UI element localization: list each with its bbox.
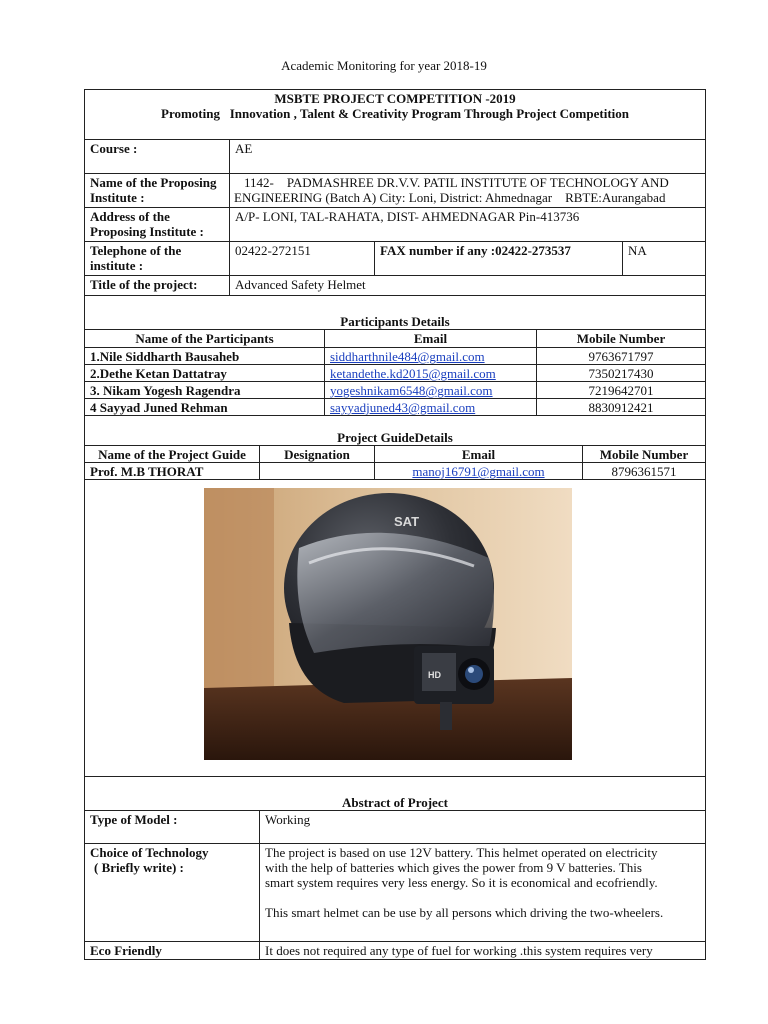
type-model-value: Working — [265, 812, 311, 827]
eco-friendly-label: Eco Friendly — [85, 942, 260, 959]
participant-name: 2.Dethe Ketan Dattatray — [85, 365, 325, 381]
table-row — [85, 463, 705, 480]
technology-label — [85, 844, 260, 941]
telephone-label: Telephone of the institute : — [85, 242, 230, 275]
table-row — [85, 365, 705, 382]
guide-header-row — [85, 446, 705, 463]
address-row — [85, 208, 705, 242]
institute-line2: ENGINEERING (Batch A) City: Loni, District: Ahmednagar RBTE:Aurangabad — [234, 190, 666, 205]
technology-label-line2: ( Briefly write) : — [94, 860, 184, 875]
institute-label: Name of the Proposing Institute : — [85, 174, 230, 207]
fax-value: NA — [628, 243, 647, 258]
participant-mobile: 8830912421 — [588, 400, 654, 415]
technology-label-line1: Choice of Technology — [90, 845, 209, 860]
guide-designation — [260, 463, 375, 479]
participant-name: 3. Nikam Yogesh Ragendra — [85, 382, 325, 398]
participant-email-link[interactable]: siddharthnile484@gmail.com — [325, 348, 537, 364]
abstract-heading: Abstract of Project — [85, 777, 705, 811]
participant-email-link[interactable]: sayyadjuned43@gmail.com — [325, 399, 537, 415]
guide-col-email: Email — [375, 446, 583, 462]
institute-line1: 1142- PADMASHREE DR.V.V. PATIL INSTITUTE OF TECHNOLOGY AND — [244, 175, 669, 190]
participant-mobile: 9763671797 — [588, 349, 654, 364]
participant-mobile: 7350217430 — [588, 366, 654, 381]
technology-row — [85, 844, 705, 942]
competition-header — [85, 90, 705, 139]
competition-header-row — [85, 90, 705, 140]
participants-heading: Participants Details — [85, 296, 705, 330]
project-title-value: Advanced Safety Helmet — [235, 277, 366, 292]
table-row — [85, 348, 705, 365]
address-label: Address of the Proposing Institute : — [85, 208, 230, 241]
guide-col-name: Name of the Project Guide — [85, 446, 260, 462]
project-form — [84, 89, 706, 960]
fax-label: FAX number if any :02422-273537 — [375, 242, 623, 275]
helmet-photo — [204, 488, 572, 760]
institute-value — [230, 174, 705, 207]
institute-row — [85, 174, 705, 208]
page-header: Academic Monitoring for year 2018-19 — [281, 58, 487, 73]
type-model-label: Type of Model : — [85, 811, 260, 843]
technology-text-line2: with the help of batteries which gives the power from 9 V batteries. This — [265, 860, 642, 875]
address-value: A/P- LONI, TAL-RAHATA, DIST- AHMEDNAGAR Pin-413736 — [235, 209, 580, 224]
guide-col-designation: Designation — [260, 446, 375, 462]
helmet-brand-text: SAT — [394, 514, 420, 529]
project-title-label: Title of the project: — [85, 276, 230, 295]
participants-col-name: Name of the Participants — [85, 330, 325, 347]
participants-header-row — [85, 330, 705, 348]
course-value: AE — [235, 141, 253, 156]
camera-badge-text: HD — [428, 670, 441, 680]
type-model-row — [85, 811, 705, 844]
participant-mobile: 7219642701 — [588, 383, 654, 398]
eco-friendly-value: It does not required any type of fuel for working .this system requires very — [265, 943, 653, 958]
participant-name: 1.Nile Siddharth Bausaheb — [85, 348, 325, 364]
telephone-row — [85, 242, 705, 276]
technology-text-line3: smart system requires very less energy. So it is economical and ecofriendly. — [265, 875, 658, 890]
competition-title: MSBTE PROJECT COMPETITION -2019 — [274, 91, 516, 106]
course-row — [85, 140, 705, 174]
eco-friendly-row — [85, 942, 705, 959]
course-label: Course : — [85, 140, 230, 173]
participants-col-email: Email — [325, 330, 537, 347]
technology-text-line1: The project is based on use 12V battery. This helmet operated on electricity — [265, 845, 658, 860]
photo-row — [85, 480, 705, 777]
competition-subtitle: Promoting Innovation , Talent & Creativity Program Through Project Competition — [161, 106, 629, 121]
guide-heading: Project GuideDetails — [85, 416, 705, 446]
telephone-value: 02422-272151 — [230, 242, 375, 275]
participants-col-mobile: Mobile Number — [576, 331, 666, 346]
guide-col-mobile: Mobile Number — [599, 447, 689, 462]
participant-email-link[interactable]: ketandethe.kd2015@gmail.com — [325, 365, 537, 381]
guide-name: Prof. M.B THORAT — [85, 463, 260, 479]
guide-mobile: 8796361571 — [611, 464, 677, 479]
technology-value — [260, 844, 705, 941]
guide-email-link[interactable]: manoj16791@gmail.com — [375, 463, 583, 479]
table-row — [85, 399, 705, 416]
participant-email-link[interactable]: yogeshnikam6548@gmail.com — [325, 382, 537, 398]
project-title-row — [85, 276, 705, 296]
table-row — [85, 382, 705, 399]
participant-name: 4 Sayyad Juned Rehman — [85, 399, 325, 415]
technology-text-line4: This smart helmet can be use by all persons which driving the two-wheelers. — [265, 905, 664, 920]
